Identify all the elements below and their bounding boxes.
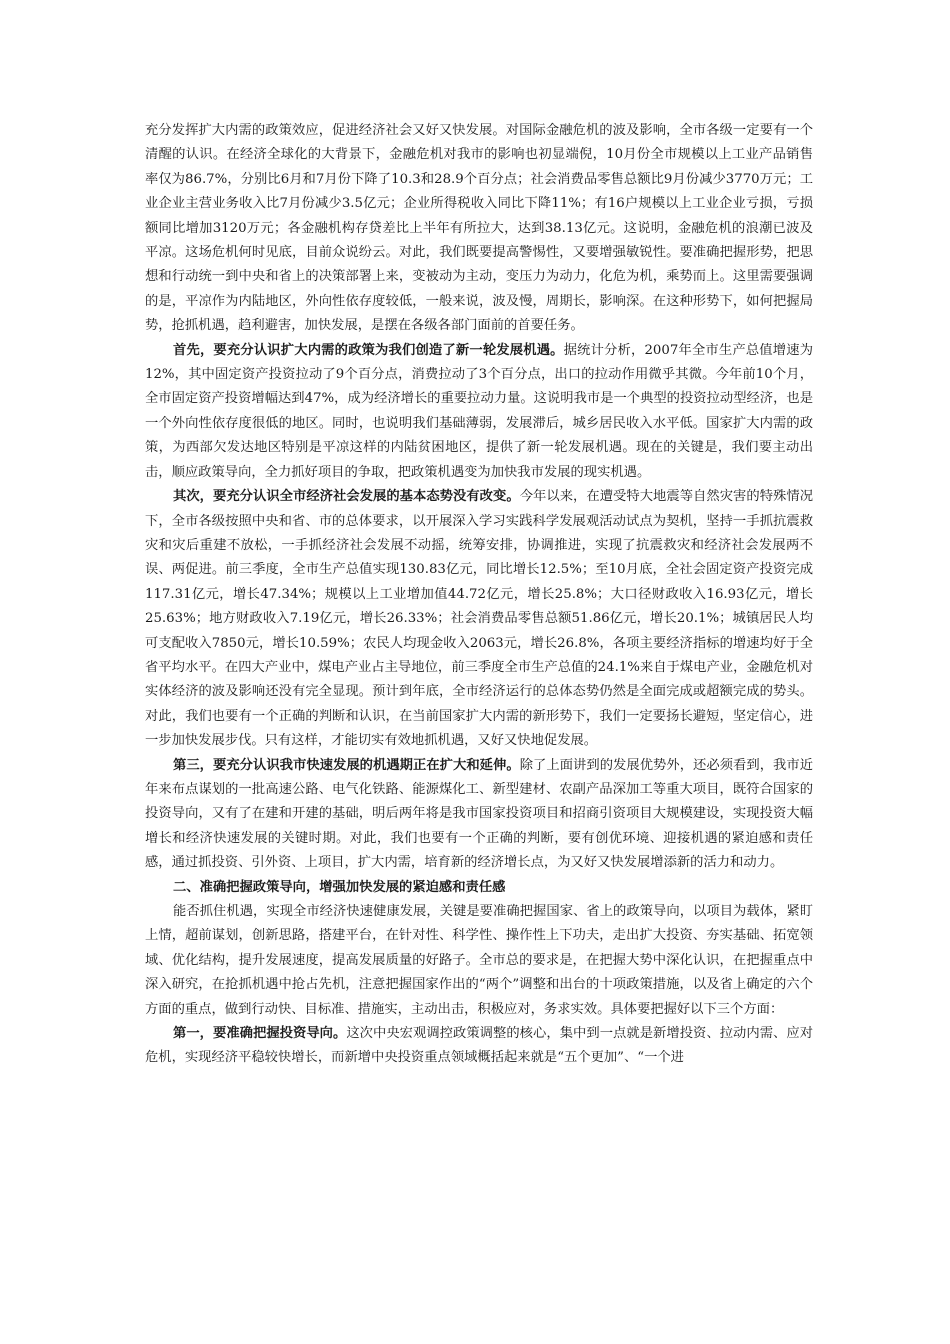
paragraph-text: 能否抓住机遇，实现全市经济快速健康发展，关键是要准确把握国家、省上的政策导向，以项目为载体，紧盯上情，超前谋划，创新思路，搭建平台，在针对性、科学性、操作性上下功夫，走出扩大投资、夯实基础、拓宽领域、优化结构，提升发展速度，提高发展质量的好路子。全市总的要求是，在把握大势中深化认识，在把握重点中深入研究，在抢抓机遇中抢占先机，注意把握国家作出的“两个”调整和出台的十项政策措施，以及省上确定的六个方面的重点，做到行动快、目标准、措施实，主动出击，积极应对，务求实效。具体要把握好以下三个方面： [145, 904, 813, 1017]
paragraph-first [145, 339, 813, 485]
paragraph-text: 除了上面讲到的发展优势外，还必须看到，我市近年来布点谋划的一批高速公路、电气化铁路、能源煤化工、新型建材、农副产品深加工等重大项目，既符合国家的投资导向，又有了在建和开建的基础，明后两年将是我市国家投资项目和招商引资项目大规模建设，实现投资大幅增长和经济快速发展的关键时期。对此，我们也要有一个正确的判断，要有创优环境、迎接机遇的紧迫感和责任感，通过抓投资、引外资、上项目，扩大内需，培育新的经济增长点，为又好又快发展增添新的活力和动力。 [145, 757, 814, 871]
section-heading: 二、准确把握政策导向，增强加快发展的紧迫感和责任感 [173, 879, 506, 895]
paragraph-lead: 首先，要充分认识扩大内需的政策为我们创造了新一轮发展机遇。 [173, 342, 564, 358]
paragraph-investment [145, 1022, 813, 1071]
paragraph-lead: 第三，要充分认识我市快速发展的机遇期正在扩大和延伸。 [173, 757, 520, 773]
paragraph-lead: 其次，要充分认识全市经济社会发展的基本态势没有改变。 [173, 489, 520, 505]
paragraph-intro [145, 119, 813, 339]
paragraph-text: 这次中央宏观调控政策调整的核心，集中到一点就是新增投资、拉动内需、应对危机，实现经济平稳较快增长，而新增中央投资重点领域概括起来就是“五个更加”、“一个进 [145, 1026, 813, 1066]
paragraph-text: 充分发挥扩大内需的政策效应，促进经济社会又好又快发展。对国际金融危机的波及影响，全市各级一定要有一个清醒的认识。在经济全球化的大背景下，金融危机对我市的影响也初显端倪，10月份全市规模以上工业产品销售率仅为86.7%，分别比6月和7月份下降了10.3和28.9个百分点；社会消费品零售总额比9月份减少3770万元；工业企业主营业务收入比7月份减少3.5亿元；企业所得税收入同比下降11%；有16户规模以上工业企业亏损，亏损额同比增加3120万元；各金融机构存贷差比上半年有所拉大，达到38.13亿元。这说明，金融危机的浪潮已波及平凉。这场危机何时见底，目前众说纷云。对此，我们既要提高警惕性，又要增强敏锐性。要准确把握形势，把思想和行动统一到中央和省上的决策部署上来，变被动为主动，变压力为动力，化危为机，乘势而上。这里需要强调的是，平凉作为内陆地区，外向性依存度较低，一般来说，波及慢，周期长，影响深。在这种形势下，如何把握局势，抢抓机遇，趋利避害，加快发展，是摆在各级各部门面前的首要任务。 [145, 123, 813, 334]
paragraph-second [145, 485, 813, 753]
paragraph-text: 据统计分析，2007年全市生产总值增速为12%，其中固定资产投资拉动了9个百分点，消费拉动了3个百分点，出口的拉动作用微乎其微。今年前10个月，全市固定资产投资增幅达到47%，成为经济增长的重要拉动力量。这说明我市是一个典型的投资拉动型经济，也是一个外向性依存度很低的地区。同时，也说明我们基础薄弱，发展滞后，城乡居民收入水平低。国家扩大内需的政策，为西部欠发达地区特别是平凉这样的内陆贫困地区，提供了新一轮发展机遇。现在的关键是，我们要主动出击，顺应政策导向，全力抓好项目的争取，把政策机遇变为加快我市发展的现实机遇。 [145, 342, 814, 480]
paragraph-third [145, 754, 813, 876]
paragraph-lead: 第一，要准确把握投资导向。 [173, 1026, 347, 1042]
paragraph-policy [145, 900, 813, 1022]
paragraph-text: 今年以来，在遭受特大地震等自然灾害的特殊情况下，全市各级按照中央和省、市的总体要求，以开展深入学习实践科学发展观活动试点为契机，坚持一手抓抗震救灾和灾后重建不放松，一手抓经济社会发展不动摇，统筹安排，协调推进，实现了抗震救灾和经济社会发展两不误、两促进。前三季度，全市生产总值实现130.83亿元，同比增长12.5%；至10月底，全社会固定资产投资完成117.31亿元，增长47.34%；规模以上工业增加值44.72亿元，增长25.8%；大口径财政收入16.93亿元，增长25.63%；地方财政收入7.19亿元，增长26.33%；社会消费品零售总额51.86亿元，增长20.1%；城镇居民人均可支配收入7850元，增长10.59%；农民人均现金收入2063元，增长26.8%，各项主要经济指标的增速均好于全省平均水平。在四大产业中，煤电产业占主导地位，前三季度全市生产总值的24.1%来自于煤电产业，金融危机对实体经济的波及影响还没有完全显现。预计到年底，全市经济运行的总体态势仍然是全面完成或超额完成的势头。对此，我们也要有一个正确的判断和认识，在当前国家扩大内需的新形势下，我们一定要扬长避短，坚定信心，进一步加快发展步伐。只有这样，才能切实有效地抓机遇，又好又快地促发展。 [145, 489, 814, 749]
document-page [145, 119, 813, 1071]
